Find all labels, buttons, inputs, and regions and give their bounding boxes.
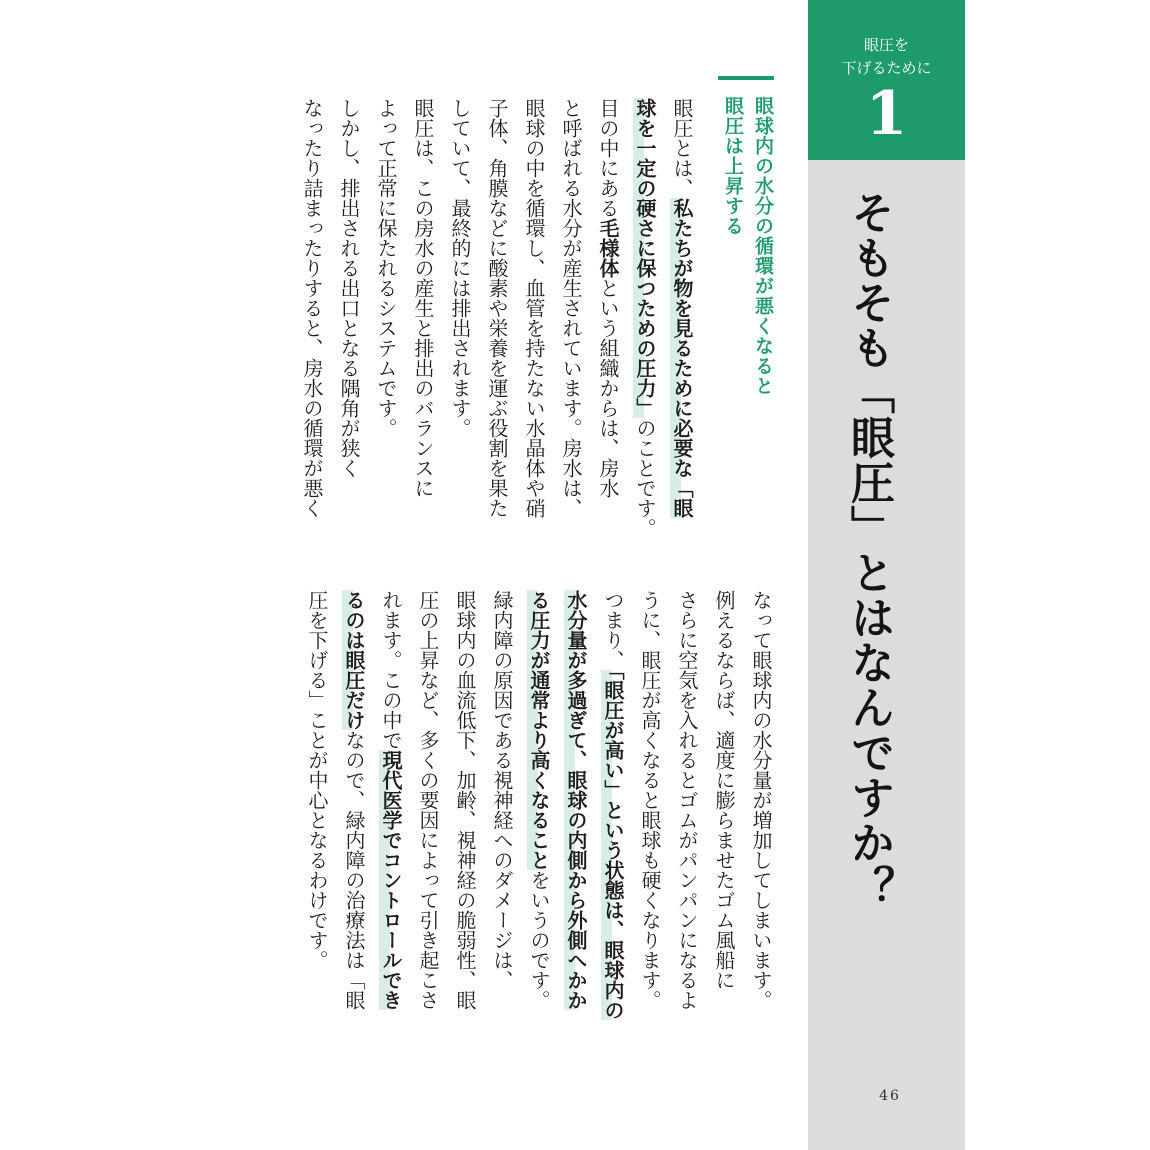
text-run: 眼圧とは、 xyxy=(670,98,694,198)
text-line: と呼ばれる水分が産生されています。房水は、 xyxy=(559,98,583,518)
body-text-top xyxy=(293,98,700,553)
highlighted-text: るのは眼圧だけ xyxy=(342,590,366,730)
text-line xyxy=(372,590,409,1030)
bold-term: 毛様体 xyxy=(596,218,620,278)
page-title: そもそも「眼圧」とはなんですか？ xyxy=(843,190,894,910)
text-run: のことです。 xyxy=(633,418,657,538)
text-run: という組織からは、房水 xyxy=(596,278,620,498)
text-line: 眼球内の血流低下、加齢、視神経の脆弱性、眼 xyxy=(453,590,477,1010)
subheading xyxy=(718,96,778,536)
text-line: なって眼球内の水分量が増加してしまいます。 xyxy=(749,590,773,1010)
highlighted-text: 水分量が多過ぎて、眼球の内側から外側へかか xyxy=(564,590,588,1010)
chapter-header-box xyxy=(808,0,965,160)
text-line: 眼圧は、この房水の産生と排出のバランスに xyxy=(411,98,435,498)
text-line: よって正常に保たれるシステムです。 xyxy=(374,98,398,438)
subheading-line: 眼圧は上昇する xyxy=(722,96,744,236)
text-line: 子体、角膜などに酸素や栄養を運ぶ役割を果た xyxy=(485,98,509,518)
highlighted-text: る圧力が通常より高くなること xyxy=(527,590,551,870)
text-line xyxy=(589,98,626,553)
text-run: れます。この中で xyxy=(379,590,403,750)
text-line: しかし、排出される出口となる隅角が狭く xyxy=(337,98,361,478)
text-line xyxy=(520,590,557,1030)
text-line: 圧を下げる」ことが中心となるわけです。 xyxy=(305,590,329,970)
subheading-rule xyxy=(718,76,774,80)
chapter-caption-line: 眼圧を xyxy=(863,36,909,54)
text-line: うに、眼圧が高くなると眼球も硬くなります。 xyxy=(638,590,662,1010)
highlighted-text: 現代医学でコントロールでき xyxy=(379,750,403,1010)
highlighted-text: 球を一定の硬さに保つための圧力」 xyxy=(633,98,657,418)
text-line: さらに空気を入れるとゴムがパンパンになるよ xyxy=(675,590,699,1010)
chapter-caption-line: 下げるために xyxy=(841,59,932,77)
text-line: なったり詰まったりすると、房水の循環が悪く xyxy=(300,98,324,518)
text-run: なので、緑内障の治療法は「眼 xyxy=(342,730,366,1010)
chapter-number: 1 xyxy=(865,79,908,149)
text-line: 例えるならば、適度に膨らませたゴム風船に xyxy=(712,590,736,990)
chapter-caption xyxy=(808,34,965,80)
text-line xyxy=(663,98,700,553)
text-line xyxy=(594,590,631,1030)
text-line: 眼球の中を循環し、血管を持たない水晶体や硝 xyxy=(522,98,546,518)
text-line: していて、最終的には排出されます。 xyxy=(448,98,472,438)
subheading-line: 眼球内の水分の循環が悪くなると xyxy=(752,96,774,396)
text-line xyxy=(335,590,372,1030)
text-line xyxy=(557,590,594,1030)
text-line xyxy=(626,98,663,553)
page-number: 46 xyxy=(879,1088,901,1104)
text-run: つまり、 xyxy=(601,590,625,670)
highlighted-text: 私たちが物を見るために必要な「眼 xyxy=(670,198,694,518)
text-line: 圧の上昇など、多くの要因によって引き起こさ xyxy=(416,590,440,1010)
text-run: をいうのです。 xyxy=(527,870,551,1010)
text-run: 目の中にある xyxy=(596,98,620,218)
body-text-bottom xyxy=(298,590,779,1030)
highlighted-text: 「眼圧が高い」という状態は、眼球内の xyxy=(601,670,625,1020)
text-line: 緑内障の原因である視神経へのダメージは、 xyxy=(490,590,514,990)
